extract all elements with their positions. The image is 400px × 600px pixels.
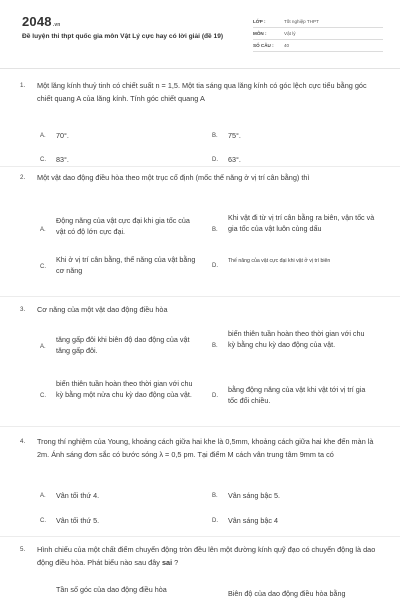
option-letter: A. <box>40 344 46 350</box>
question-text: Cơ năng của một vật dao động điều hòa <box>37 305 168 314</box>
option-letter: A. <box>40 493 46 499</box>
question-text: Trong thí nghiệm của Young, khoảng cách giữa hai khe là 0,5mm, khoảng cách giữa hai khe đến màn là 2m. Ánh sáng đơn sắc có bước sóng λ = 0,5 pm. Tại điểm M cách vân trung tâm 9mm ta có <box>37 437 374 459</box>
option-text: Khi vật đi từ vị trí cân bằng ra biên, vận tốc và gia tốc của vật luôn cùng dấu <box>228 213 375 233</box>
option-letter: A. <box>40 133 46 139</box>
question-text-main: Hình chiếu của một chất điểm chuyển động tròn đều lên một đường kính quỹ đạo có chuyển động là dao động điều hòa. Phát biểu nào sau đây <box>37 545 376 567</box>
option-text: 63°. <box>228 155 241 164</box>
question-number: 2. <box>20 174 26 181</box>
option-letter: C. <box>40 393 46 399</box>
worksheet-header <box>0 0 400 66</box>
question-number: 4. <box>20 438 26 445</box>
question-divider <box>0 296 400 297</box>
question-divider <box>0 536 400 537</box>
option-d[interactable] <box>212 384 377 410</box>
option-letter: D. <box>212 393 218 399</box>
meta-value: Tốt nghiệp THPT <box>284 19 319 24</box>
meta-table <box>253 16 383 52</box>
question-text: Một vật dao động điều hòa theo một trục cố định (mốc thế năng ở vị trí cân bằng) thì <box>37 173 310 182</box>
option-letter: C. <box>40 264 46 270</box>
option-text: Tần số góc của dao động điều hòa <box>56 585 167 594</box>
option-letter: D. <box>212 157 218 163</box>
option-text: Thế năng của vật cực đại khi vật ở vị trí biên <box>228 258 331 264</box>
meta-value: Vật lý <box>284 31 296 36</box>
option-letter: B. <box>212 343 218 349</box>
meta-row-subject <box>253 28 383 40</box>
question-number: 1. <box>20 82 26 89</box>
question-emphasis: sai <box>161 557 173 567</box>
option-text: 83°. <box>56 155 69 164</box>
option-letter: B. <box>212 493 218 499</box>
option-letter: C. <box>40 518 46 524</box>
meta-value: 40 <box>284 43 290 48</box>
option-text: tăng gấp đôi khi biên độ dao động của vật tăng gấp đôi. <box>56 335 190 355</box>
option-text: bằng động năng của vật khi vật tới vị trí gia tốc đổi chiều. <box>228 385 366 405</box>
logo-text: 2048 <box>22 14 52 29</box>
option-b[interactable] <box>212 212 377 246</box>
option-letter: C. <box>40 157 46 163</box>
header-divider <box>0 68 400 69</box>
question-divider <box>0 426 400 427</box>
option-d[interactable] <box>212 257 377 279</box>
option-letter: D. <box>212 518 218 524</box>
question-text-end: ? <box>172 557 179 567</box>
meta-label: SỐ CÂU : <box>253 43 274 48</box>
question-number: 5. <box>20 546 26 553</box>
option-text: Động năng của vật cực đại khi gia tốc của vật có độ lớn cực đại. <box>56 216 190 236</box>
question-number: 3. <box>20 306 26 313</box>
meta-label: MÔN : <box>253 31 267 36</box>
option-text: 75°. <box>228 131 241 140</box>
option-text: biến thiên tuần hoàn theo thời gian với chu kỳ bằng chu kỳ dao động của vật. <box>228 329 365 349</box>
option-letter: D. <box>212 263 218 269</box>
option-a[interactable] <box>40 334 200 360</box>
option-text: Vân tối thứ 5. <box>56 516 100 525</box>
option-letter: A. <box>40 227 46 233</box>
option-letter: B. <box>212 133 218 139</box>
page-title: Đề luyện thi thpt quốc gia môn Vật Lý cực hay có lời giải (đề 19) <box>22 33 224 40</box>
meta-label: LỚP : <box>253 19 266 24</box>
option-text: biến thiên tuần hoàn theo thời gian với chu kỳ bằng một nửa chu kỳ dao động của vật. <box>56 379 193 399</box>
question-divider <box>0 166 400 167</box>
option-a[interactable] <box>40 213 200 247</box>
meta-row-count <box>253 40 383 52</box>
site-logo[interactable] <box>22 14 61 29</box>
option-text: Khi ở vị trí cân bằng, thế năng của vật bằng cơ năng <box>56 255 196 275</box>
option-letter: B. <box>212 227 218 233</box>
option-text: Biên độ của dao động điều hòa bằng <box>228 589 346 598</box>
option-c[interactable] <box>40 254 200 280</box>
option-text: 70°. <box>56 131 69 140</box>
option-text: Vân sáng bậc 4 <box>228 516 278 525</box>
option-text: Vân sáng bậc 5. <box>228 491 280 500</box>
logo-suffix: .vn <box>52 22 61 28</box>
question-text <box>37 544 377 569</box>
option-c[interactable] <box>40 378 205 414</box>
option-b[interactable] <box>212 328 377 364</box>
option-text: Vân tối thứ 4. <box>56 491 100 500</box>
question-text: Một lăng kính thuỷ tinh có chiết suất n = 1,5. Một tia sáng qua lăng kính có góc lệch cực tiểu bằng góc chiết quang A của lăng kính. Tính góc chiết quang A <box>37 81 367 103</box>
meta-row-class <box>253 16 383 28</box>
